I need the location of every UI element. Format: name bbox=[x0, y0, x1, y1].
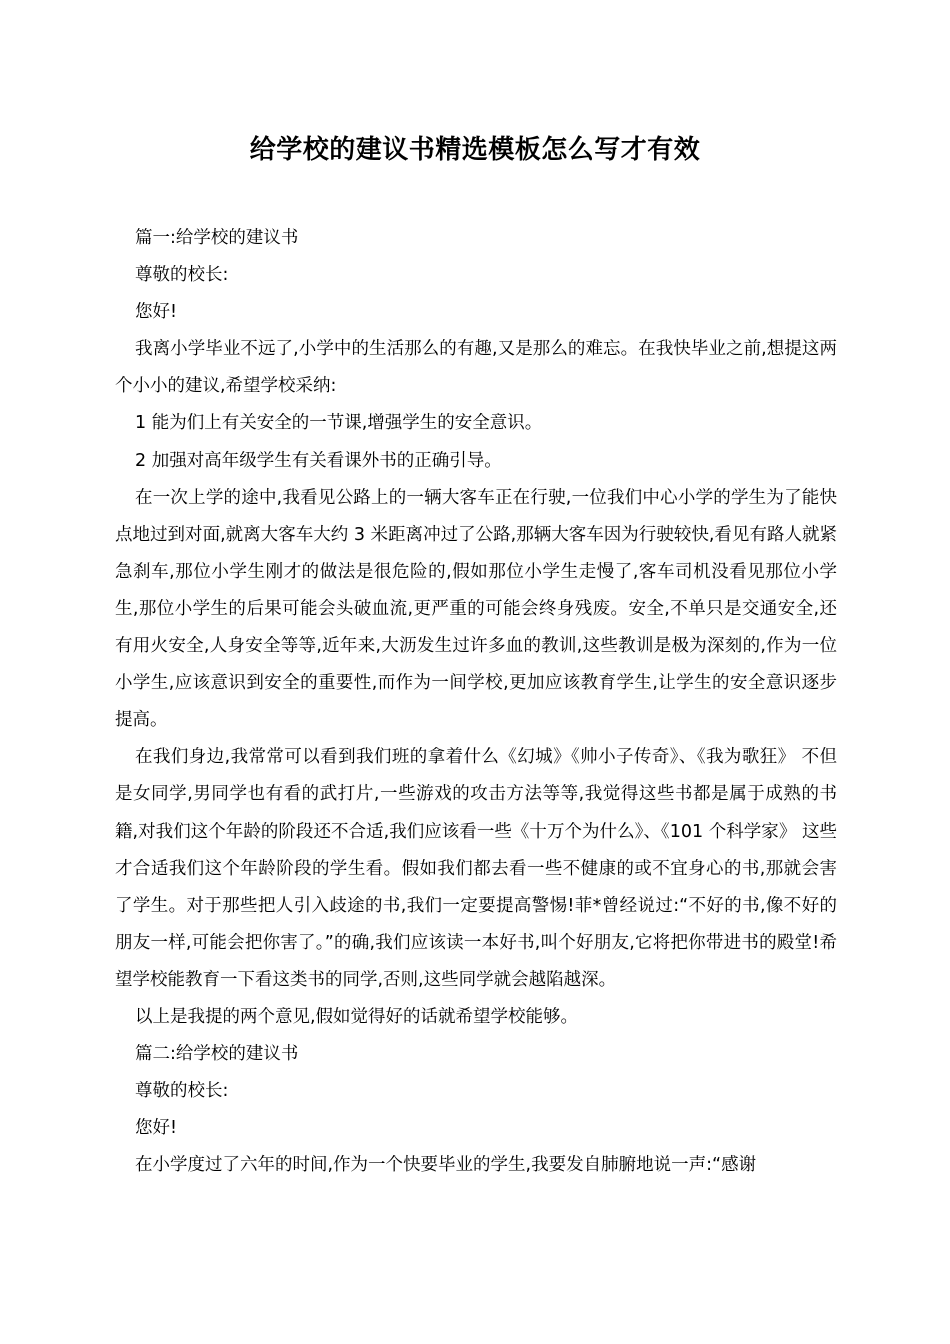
paragraph: 在小学度过了六年的时间,作为一个快要毕业的学生,我要发自肺腑地说一声:“感谢 bbox=[135, 1155, 757, 1176]
paragraph: 篇二:给学校的建议书 bbox=[135, 1044, 299, 1065]
paragraph: 1 能为们上有关安全的一节课,增强学生的安全意识。 bbox=[135, 413, 543, 434]
paragraph: 尊敬的校长: bbox=[135, 265, 229, 286]
paragraph: 您好! bbox=[135, 302, 178, 323]
paragraph: 篇一:给学校的建议书 bbox=[135, 228, 299, 248]
document-body bbox=[115, 220, 837, 1184]
paragraph: 我离小学毕业不远了,小学中的生活那么的有趣,又是那么的难忘。在我快毕业之前,想提这两个小小的建议,希望学校采纳: bbox=[115, 339, 837, 397]
document-title: 给学校的建议书精选模板怎么写才有效 bbox=[249, 135, 701, 165]
paragraph: 2 加强对高年级学生有关看课外书的正确引导。 bbox=[135, 450, 502, 471]
paragraph: 您好! bbox=[135, 1118, 178, 1139]
paragraph: 以上是我提的两个意见,假如觉得好的话就希望学校能够。 bbox=[135, 1006, 579, 1027]
paragraph: 尊敬的校长: bbox=[135, 1081, 229, 1102]
paragraph: 在一次上学的途中,我看见公路上的一辆大客车正在行驶,一位我们中心小学的学生为了能快点地过到对面,就离大客车大约 3 米距离冲过了公路,那辆大客车因为行驶较快,看见有路人就紧急刹车,那位小学生刚才的做法是很危险的,假如那位小学生走慢了,客车司机没看见那位小学生,那位小学生的后果可能会头破血流,更严重的可能会终身残废。安全,不单只是交通安全,还有用火安全,人身安全等等,近年来,大沥发生过许多血的教训,这些教训是极为深刻的,作为一位小学生,应该意识到安全的重要性,而作为一间学校,更加应该教育学生,让学生的安全意识逐步提高。 bbox=[115, 487, 837, 731]
paragraph: 在我们身边,我常常可以看到我们班的拿着什么《幻城》《帅小子传奇》、《我为歌狂》 不但是女同学,男同学也有看的武打片,一些游戏的攻击方法等等,我觉得这些书都是属于成熟的书籍,对我们这个年龄的阶段还不合适,我们应该看一些《十万个为什么》、《101 个科学家》 这些才合适我们这个年龄阶段的学生看。假如我们都去看一些不健康的或不宜身心的书,那就会害了学生。对于那些把人引入歧途的书,我们一定要提高警惕!菲*曾经说过:“不好的书,像不好的朋友一样,可能会把你害了。”的确,我们应该读一本好书,叫个好朋友,它将把你带进书的殿堂!希望学校能教育一下看这类书的同学,否则,这些同学就会越陷越深。 bbox=[115, 747, 837, 990]
